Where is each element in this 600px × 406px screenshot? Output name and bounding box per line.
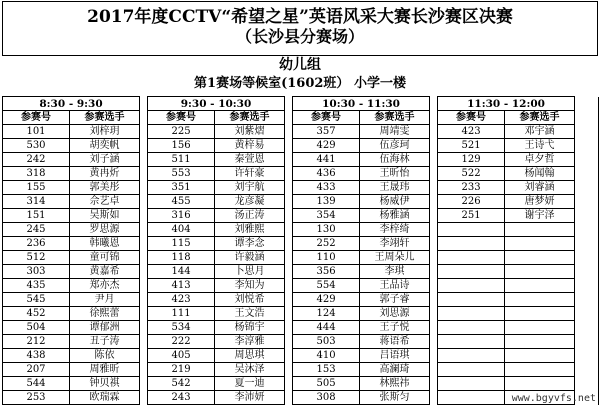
column-gap — [140, 195, 148, 209]
contestant-name: 黄梓易 — [215, 139, 285, 153]
contestant-number: 544 — [3, 377, 70, 391]
column-gap — [285, 349, 293, 363]
column-gap — [140, 111, 148, 125]
table-row — [3, 223, 599, 237]
column-gap — [285, 125, 293, 139]
contestant-name: 周雅昕 — [70, 363, 140, 377]
contestant-number: 245 — [3, 223, 70, 237]
contestant-name: 刘紫熠 — [215, 125, 285, 139]
contestant-number: 423 — [148, 293, 215, 307]
table-row — [3, 209, 599, 223]
table-row — [3, 349, 599, 363]
header-contestant-number: 参赛号 — [438, 111, 505, 125]
contestant-name: 谭李念 — [215, 237, 285, 251]
contestant-number: 512 — [3, 251, 70, 265]
table-row — [3, 265, 599, 279]
contestant-number: 101 — [3, 125, 70, 139]
column-gap — [285, 279, 293, 293]
column-gap — [140, 237, 148, 251]
column-gap — [575, 181, 599, 195]
column-gap — [285, 209, 293, 223]
column-gap — [575, 223, 599, 237]
contestant-name: 伍海林 — [360, 153, 430, 167]
contestant-number: 429 — [293, 139, 360, 153]
contestant-name: 刘雅熙 — [215, 223, 285, 237]
contestant-number: 226 — [438, 195, 505, 209]
contestant-number: 110 — [293, 251, 360, 265]
group-label: 幼儿组 — [279, 57, 321, 73]
contestant-number: 151 — [3, 209, 70, 223]
watermark: www.bgyvfs.net — [511, 393, 596, 404]
contestant-name: 李淳雅 — [215, 335, 285, 349]
column-gap — [575, 111, 599, 125]
contestant-number: 441 — [293, 153, 360, 167]
column-gap — [575, 335, 599, 349]
contestant-number: 225 — [148, 125, 215, 139]
contestant-name: 李知为 — [215, 279, 285, 293]
column-gap — [140, 139, 148, 153]
contestant-name: 唐梦妍 — [505, 195, 575, 209]
contestant-number: 222 — [148, 335, 215, 349]
contestant-number: 303 — [3, 265, 70, 279]
contestant-name: 吴斯如 — [70, 209, 140, 223]
contestant-name: 尹月 — [70, 293, 140, 307]
contestant-name: 王诗弋 — [505, 139, 575, 153]
contestant-number: 130 — [293, 223, 360, 237]
column-gap — [575, 153, 599, 167]
contestant-number: 115 — [148, 237, 215, 251]
contestant-name: 卜思月 — [215, 265, 285, 279]
contestant-name: 李梓绮 — [360, 223, 430, 237]
column-gap — [575, 195, 599, 209]
contestant-name: 杨闻翰 — [505, 167, 575, 181]
header-contestant-name: 参赛选手 — [360, 111, 430, 125]
contestant-number: 455 — [148, 195, 215, 209]
table-row — [3, 293, 599, 307]
column-gap — [575, 237, 599, 251]
contestant-name: 佘艺卓 — [70, 195, 140, 209]
contestant-number — [438, 293, 505, 307]
contestant-number: 438 — [3, 349, 70, 363]
column-gap — [285, 293, 293, 307]
column-gap — [575, 265, 599, 279]
column-gap — [140, 209, 148, 223]
contestant-name: 吴沐泽 — [215, 363, 285, 377]
time-slot-header: 9:30 - 10:30 — [148, 97, 285, 111]
contestant-number — [438, 321, 505, 335]
contestant-name: 丑子涛 — [70, 335, 140, 349]
column-gap — [285, 251, 293, 265]
contestant-number: 252 — [293, 237, 360, 251]
contestant-number — [438, 377, 505, 391]
column-gap — [430, 223, 438, 237]
column-gap — [430, 97, 438, 111]
table-row — [3, 377, 599, 391]
contestant-number: 452 — [3, 307, 70, 321]
contestant-number: 207 — [3, 363, 70, 377]
header-contestant-name: 参赛选手 — [505, 111, 575, 125]
time-slot-header: 10:30 - 11:30 — [293, 97, 430, 111]
contestant-number: 423 — [438, 125, 505, 139]
contestant-name — [505, 307, 575, 321]
column-header-row — [3, 111, 599, 125]
contestant-number — [438, 349, 505, 363]
contestant-name: 欧瑞霖 — [70, 391, 140, 405]
contestant-number — [438, 363, 505, 377]
contestant-name: 黄嘉希 — [70, 265, 140, 279]
schedule-table — [2, 96, 599, 405]
header-contestant-number: 参赛号 — [148, 111, 215, 125]
contestant-name: 许毅涵 — [215, 251, 285, 265]
contestant-number: 219 — [148, 363, 215, 377]
contestant-name: 刘悦希 — [215, 293, 285, 307]
contestant-number: 511 — [148, 153, 215, 167]
header-contestant-number: 参赛号 — [293, 111, 360, 125]
column-gap — [575, 363, 599, 377]
contestant-number: 251 — [438, 209, 505, 223]
column-gap — [430, 349, 438, 363]
contestant-name: 高澜琦 — [360, 363, 430, 377]
contestant-name: 刘梓玥 — [70, 125, 140, 139]
column-gap — [140, 321, 148, 335]
column-gap — [430, 153, 438, 167]
time-slot-row — [3, 97, 599, 111]
time-slot-header: 11:30 - 12:00 — [438, 97, 575, 111]
contestant-name: 夏一迪 — [215, 377, 285, 391]
column-gap — [575, 125, 599, 139]
contestant-number: 314 — [3, 195, 70, 209]
contestant-name — [505, 377, 575, 391]
column-gap — [575, 293, 599, 307]
contestant-name: 王子悦 — [360, 321, 430, 335]
contestant-number: 405 — [148, 349, 215, 363]
column-gap — [140, 307, 148, 321]
contestant-name: 刘思源 — [360, 307, 430, 321]
column-gap — [140, 377, 148, 391]
column-gap — [285, 377, 293, 391]
table-row — [3, 363, 599, 377]
contestant-name: 卓夕哲 — [505, 153, 575, 167]
column-gap — [140, 335, 148, 349]
column-gap — [140, 153, 148, 167]
table-row — [3, 139, 599, 153]
contestant-name: 王品诗 — [360, 279, 430, 293]
contestant-name: 刘睿涵 — [505, 181, 575, 195]
contestant-number: 433 — [293, 181, 360, 195]
column-gap — [285, 223, 293, 237]
contestant-name: 陈依 — [70, 349, 140, 363]
contestant-name: 蒋语希 — [360, 335, 430, 349]
contestant-name: 徐熙蕾 — [70, 307, 140, 321]
column-gap — [430, 321, 438, 335]
contestant-name: 王昕怡 — [360, 167, 430, 181]
column-gap — [285, 195, 293, 209]
contestant-number: 503 — [293, 335, 360, 349]
contestant-name: 胡奕帆 — [70, 139, 140, 153]
column-gap — [430, 293, 438, 307]
column-gap — [140, 293, 148, 307]
contestant-name: 韩曦恩 — [70, 237, 140, 251]
contestant-number — [438, 391, 505, 405]
column-gap — [140, 363, 148, 377]
column-gap — [285, 111, 293, 125]
contestant-name: 伍彦珂 — [360, 139, 430, 153]
contestant-number: 129 — [438, 153, 505, 167]
contestant-number: 429 — [293, 293, 360, 307]
page-subtitle-venue: （长沙县分赛场） — [235, 27, 364, 46]
column-gap — [575, 307, 599, 321]
title-box — [2, 1, 598, 56]
contestant-number: 351 — [148, 181, 215, 195]
contestant-name: 王晟玮 — [360, 181, 430, 195]
contestant-name: 吕语琪 — [360, 349, 430, 363]
column-gap — [140, 181, 148, 195]
contestant-name — [505, 251, 575, 265]
contestant-name: 郭美彤 — [70, 181, 140, 195]
table-row — [3, 167, 599, 181]
contestant-number: 139 — [293, 195, 360, 209]
contestant-number: 435 — [3, 279, 70, 293]
column-gap — [430, 139, 438, 153]
contestant-name: 罗思源 — [70, 223, 140, 237]
table-row — [3, 307, 599, 321]
contestant-number: 542 — [148, 377, 215, 391]
column-gap — [575, 167, 599, 181]
column-gap — [285, 139, 293, 153]
time-slot-header: 8:30 - 9:30 — [3, 97, 140, 111]
page-title: 2017年度CCTV“希望之星”英语风采大赛长沙赛区决赛 — [87, 7, 513, 27]
column-gap — [430, 237, 438, 251]
contestant-name: 李翊轩 — [360, 237, 430, 251]
table-row — [3, 335, 599, 349]
column-gap — [140, 167, 148, 181]
column-gap — [285, 237, 293, 251]
contestant-number: 156 — [148, 139, 215, 153]
contestant-number: 144 — [148, 265, 215, 279]
contestant-number: 545 — [3, 293, 70, 307]
contestant-name: 王文浩 — [215, 307, 285, 321]
table-row — [3, 125, 599, 139]
contestant-number: 554 — [293, 279, 360, 293]
contestant-name: 杨雅涵 — [360, 209, 430, 223]
column-gap — [430, 195, 438, 209]
table-row — [3, 391, 599, 405]
column-gap — [285, 321, 293, 335]
column-gap — [285, 97, 293, 111]
column-gap — [575, 349, 599, 363]
column-gap — [285, 181, 293, 195]
column-gap — [285, 391, 293, 405]
column-gap — [430, 279, 438, 293]
contestant-number: 504 — [3, 321, 70, 335]
contestant-name: 刘宇航 — [215, 181, 285, 195]
contestant-number: 318 — [3, 167, 70, 181]
contestant-name: 谭郁洲 — [70, 321, 140, 335]
contestant-number: 124 — [293, 307, 360, 321]
contestant-number: 530 — [3, 139, 70, 153]
waiting-room-label: 第1赛场等候室(1602班） 小学一楼 — [194, 76, 406, 91]
column-gap — [140, 125, 148, 139]
contestant-name: 秦萱恩 — [215, 153, 285, 167]
contestant-name: 谢宇泽 — [505, 209, 575, 223]
column-gap — [430, 125, 438, 139]
contestant-number: 308 — [293, 391, 360, 405]
column-gap — [140, 265, 148, 279]
column-gap — [575, 377, 599, 391]
contestant-number — [438, 279, 505, 293]
contestant-number: 111 — [148, 307, 215, 321]
column-gap — [430, 335, 438, 349]
contestant-number: 436 — [293, 167, 360, 181]
column-gap — [430, 265, 438, 279]
column-gap — [140, 97, 148, 111]
contestant-name: 龙彦凝 — [215, 195, 285, 209]
contestant-name: 郭子睿 — [360, 293, 430, 307]
contestant-number: 505 — [293, 377, 360, 391]
column-gap — [285, 335, 293, 349]
column-gap — [575, 321, 599, 335]
column-gap — [430, 377, 438, 391]
contestant-number: 236 — [3, 237, 70, 251]
column-gap — [430, 251, 438, 265]
contestant-name — [505, 279, 575, 293]
column-gap — [430, 307, 438, 321]
contestant-name: 钟贝祺 — [70, 377, 140, 391]
contestant-number: 413 — [148, 279, 215, 293]
contestant-number — [438, 237, 505, 251]
column-gap — [430, 209, 438, 223]
contestant-number: 404 — [148, 223, 215, 237]
column-gap — [285, 363, 293, 377]
contestant-name: 郑亦杰 — [70, 279, 140, 293]
contestant-name: 刘子涵 — [70, 153, 140, 167]
column-gap — [430, 391, 438, 405]
column-gap — [575, 209, 599, 223]
column-gap — [430, 181, 438, 195]
contestant-number: 354 — [293, 209, 360, 223]
column-gap — [430, 167, 438, 181]
contestant-number — [438, 335, 505, 349]
contestant-name — [505, 363, 575, 377]
contestant-name: 周思琪 — [215, 349, 285, 363]
contestant-name — [505, 265, 575, 279]
header-contestant-name: 参赛选手 — [70, 111, 140, 125]
contestant-name: 杨锦宇 — [215, 321, 285, 335]
column-gap — [285, 265, 293, 279]
contestant-number: 233 — [438, 181, 505, 195]
contestant-number — [438, 223, 505, 237]
contestant-name: 邓宇涵 — [505, 125, 575, 139]
contestant-number: 316 — [148, 209, 215, 223]
column-gap — [575, 279, 599, 293]
table-row — [3, 153, 599, 167]
contestant-number: 522 — [438, 167, 505, 181]
column-gap — [285, 307, 293, 321]
contestant-name: 林熙祎 — [360, 377, 430, 391]
contestant-name — [505, 349, 575, 363]
contestant-name — [505, 293, 575, 307]
table-row — [3, 181, 599, 195]
column-gap — [140, 251, 148, 265]
contestant-number: 212 — [3, 335, 70, 349]
column-gap — [575, 139, 599, 153]
table-row — [3, 321, 599, 335]
contestant-number — [438, 265, 505, 279]
contestant-number: 153 — [293, 363, 360, 377]
contestant-name — [505, 237, 575, 251]
contestant-name: 李沛妍 — [215, 391, 285, 405]
column-gap — [430, 363, 438, 377]
contestant-number: 118 — [148, 251, 215, 265]
contestant-name — [505, 321, 575, 335]
column-gap — [140, 279, 148, 293]
contestant-number: 444 — [293, 321, 360, 335]
contestant-name: 童可锦 — [70, 251, 140, 265]
table-row — [3, 237, 599, 251]
contestant-number: 553 — [148, 167, 215, 181]
contestant-number: 356 — [293, 265, 360, 279]
contestant-name — [505, 223, 575, 237]
contestant-name: 周靖雯 — [360, 125, 430, 139]
contestant-number: 155 — [3, 181, 70, 195]
contestant-number: 410 — [293, 349, 360, 363]
column-gap — [140, 223, 148, 237]
contestant-number: 357 — [293, 125, 360, 139]
contestant-name: 杨威伊 — [360, 195, 430, 209]
header-contestant-name: 参赛选手 — [215, 111, 285, 125]
contestant-name: 黄冉炘 — [70, 167, 140, 181]
contestant-name: 李琪 — [360, 265, 430, 279]
column-gap — [575, 97, 599, 111]
table-row — [3, 251, 599, 265]
table-row — [3, 279, 599, 293]
column-gap — [285, 153, 293, 167]
table-row — [3, 195, 599, 209]
contestant-number: 521 — [438, 139, 505, 153]
column-gap — [575, 251, 599, 265]
column-gap — [140, 391, 148, 405]
contestant-number: 242 — [3, 153, 70, 167]
column-gap — [430, 111, 438, 125]
column-gap — [285, 167, 293, 181]
contestant-name: 王周朵儿 — [360, 251, 430, 265]
column-gap — [140, 349, 148, 363]
contestant-name — [505, 335, 575, 349]
contestant-name: 许轩豪 — [215, 167, 285, 181]
contestant-number — [438, 251, 505, 265]
contestant-number: 253 — [3, 391, 70, 405]
contestant-name: 汤正涛 — [215, 209, 285, 223]
contestant-number: 534 — [148, 321, 215, 335]
contestant-number: 243 — [148, 391, 215, 405]
contestant-name: 张斯匀 — [360, 391, 430, 405]
contestant-number — [438, 307, 505, 321]
header-contestant-number: 参赛号 — [3, 111, 70, 125]
